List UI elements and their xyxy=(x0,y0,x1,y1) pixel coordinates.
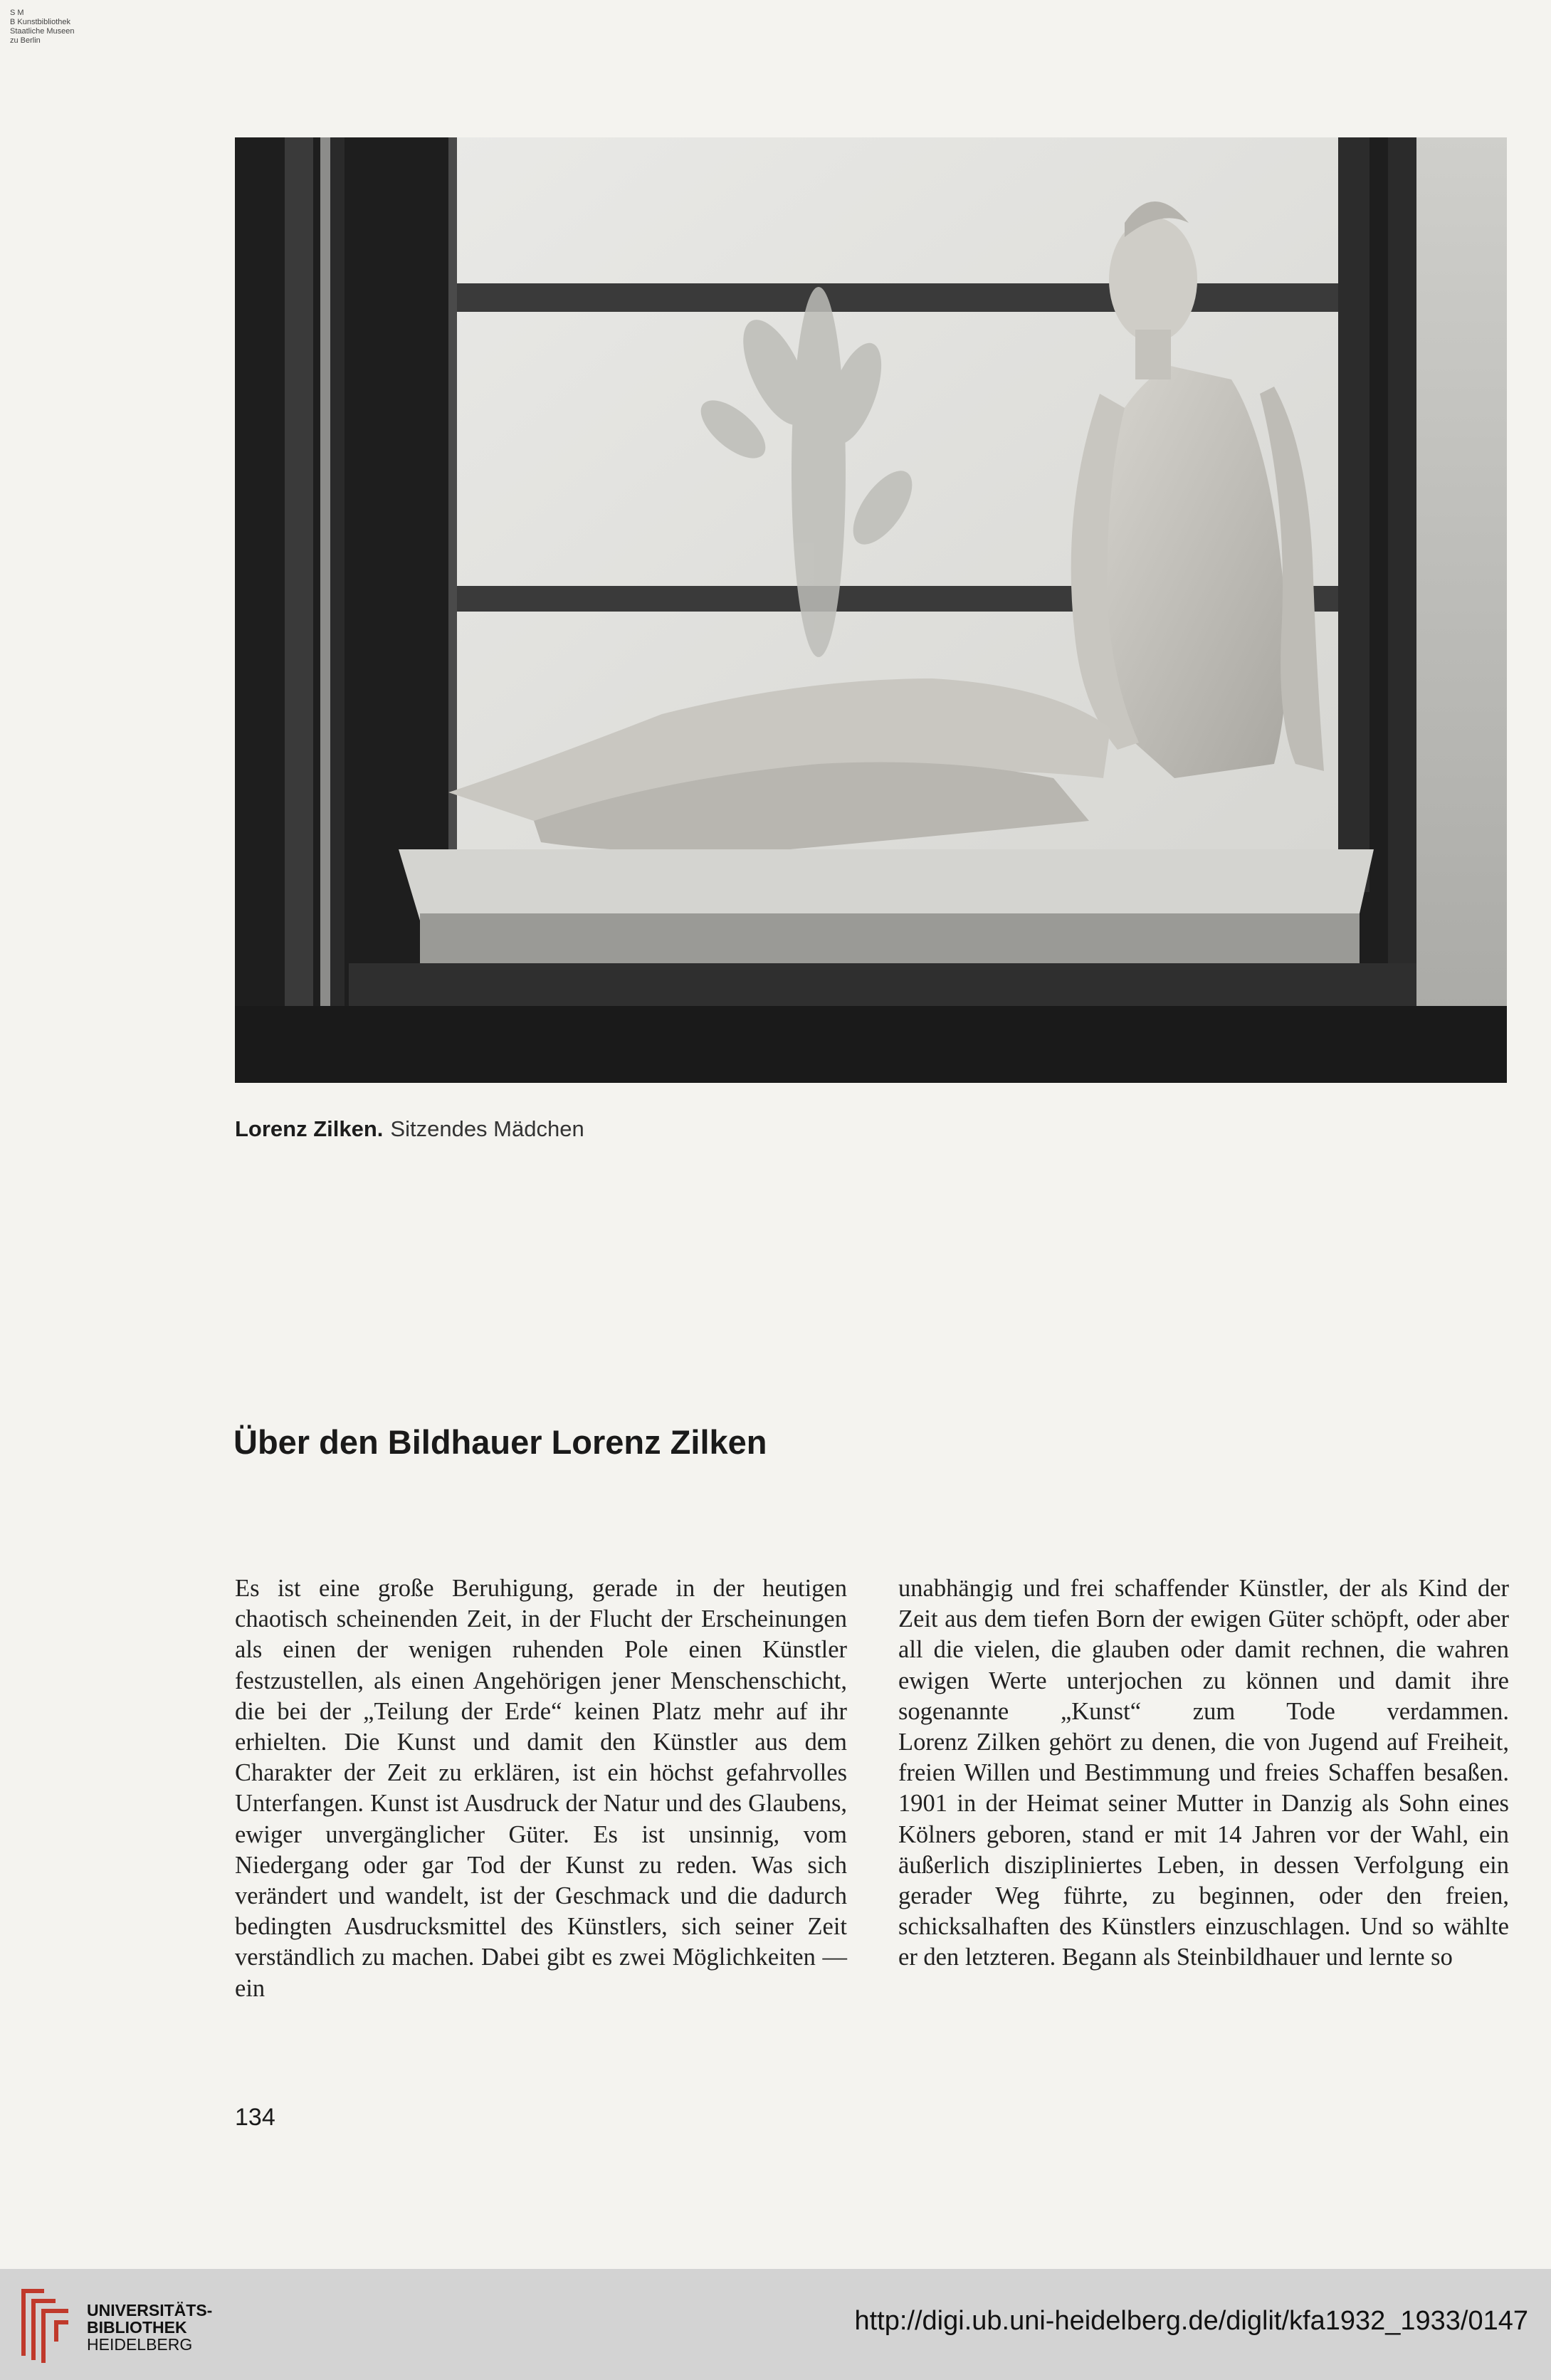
library-name xyxy=(87,2302,212,2353)
stamp-line: Staatliche Museen xyxy=(10,27,75,36)
article-column-right xyxy=(898,1573,1509,1973)
stamp-line: B Kunstbibliothek xyxy=(10,18,70,26)
footer-bar xyxy=(0,2269,1551,2380)
library-name-line: BIBLIOTHEK xyxy=(87,2318,187,2337)
article-title: Über den Bildhauer Lorenz Zilken xyxy=(233,1423,767,1461)
paragraph: Lorenz Zilken gehört zu denen, die von Jugend auf Freiheit, freien Willen und Bestimmung und freies Schaffen besaßen. 1901 in der Heimat seiner Mutter in Danzig als Sohn eines Kölners geboren, stand er mit 14 Jahren vor der Wahl, ein äußerlich diszipliniertes Leben, in dessen Verfolgung ein gerader Weg führte, zu beginnen, oder den freien, schicksalhaften des Künstlers einzuschlagen. Und so wählte er den letzteren. Begann als Steinbildhauer und lernte so xyxy=(898,1729,1509,1971)
permalink-url[interactable]: http://digi.ub.uni-heidelberg.de/diglit/kfa1932_1933/0147 xyxy=(854,2306,1528,2336)
figure-caption xyxy=(235,1116,584,1142)
library-name-line: UNIVERSITÄTS- xyxy=(87,2301,213,2319)
library-stamp xyxy=(10,9,75,46)
page-number: 134 xyxy=(235,2104,275,2131)
sculpture-photograph xyxy=(235,137,1507,1083)
caption-artist: Lorenz Zilken. xyxy=(235,1116,384,1141)
paragraph: unabhängig und frei schaffender Künstler, der als Kind der Zeit aus dem tiefen Born der ewigen Güter schöpft, oder aber all die vielen, die glauben oder damit rechnen, die wahren ewigen Werte unterjochen zu können und damit ihre sogenannte „Kunst“ zum Tode verdammen. xyxy=(898,1575,1509,1725)
caption-title: Sitzendes Mädchen xyxy=(390,1116,584,1141)
library-name-line: HEIDELBERG xyxy=(87,2335,193,2354)
library-logo-icon xyxy=(16,2285,74,2364)
sculpture-photo-illustration xyxy=(235,137,1507,1083)
stamp-line: zu Berlin xyxy=(10,36,41,45)
paragraph: Es ist eine große Beruhigung, gerade in der heutigen chaotisch scheinenden Zeit, in der Flucht der Erscheinungen als einen der wenigen ruhenden Pole einen Künstler festzustellen, als einen Angehörigen jener Menschenschicht, die bei der „Teilung der Erde“ keinen Platz mehr auf ihr erhielten. Die Kunst und damit den Künstler aus dem Charakter der Zeit zu erklären, ist ein höchst gefahrvolles Unterfangen. Kunst ist Ausdruck der Natur und des Glaubens, ewiger unvergänglicher Güter. Es ist unsinnig, vom Niedergang oder gar Tod der Kunst zu reden. Was sich verändert und wandelt, ist der Geschmack und die dadurch bedingten Ausdrucksmittel des Künstlers, sich seiner Zeit verständlich zu machen. Dabei gibt es zwei Möglichkeiten — ein xyxy=(235,1575,847,2002)
article-column-left xyxy=(235,1573,847,2004)
stamp-line: S M xyxy=(10,9,24,17)
